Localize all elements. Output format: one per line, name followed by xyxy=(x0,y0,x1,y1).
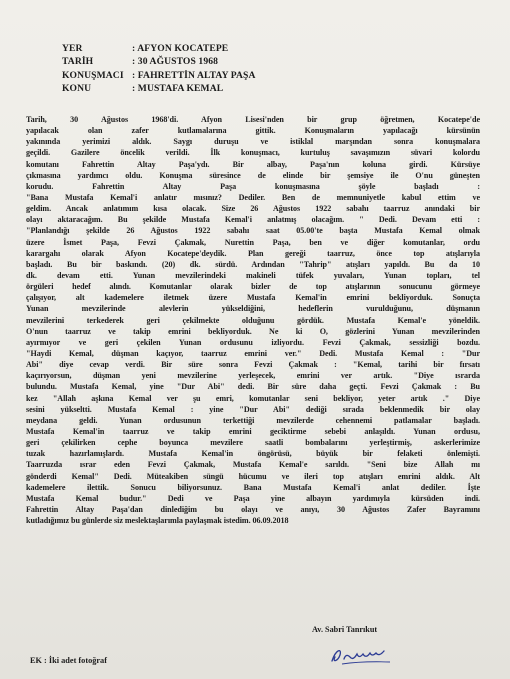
yer-label: YER xyxy=(62,43,83,54)
header-row-konu xyxy=(62,82,255,95)
body-line: yakınında yerimizi aldık. Saygı duruşu ve istiklal marşından sonra konuşmalara xyxy=(26,137,480,147)
konu-value: : MUSTAFA KEMAL xyxy=(132,82,224,94)
body-line: korudu. Fahrettin Altay Paşa konuşmasına şöyle başladı : xyxy=(26,181,480,191)
body-line: kademelere ilettik. Sonucu biliyorsunuz. Bana Mustafa Kemal'i anlat dediler. İşte xyxy=(26,482,480,492)
body-line: Abi" diye cevap verdi. Bir süre sonra Fevzi Çakmak : "Kemal, tarihi bir fırsatı xyxy=(26,360,480,370)
body-line: Taarruzda ısrar eden Fevzi Çakmak, Mustafa Kemal'e sarıldı. "Seni bize Allah mı xyxy=(26,460,480,470)
tarih-label: TARİH xyxy=(62,56,94,68)
body-line: bulundu. Mustafa Kemal, yine "Dur Abi" dedi. Bir süre daha geçti. Fevzi Çakmak : Bu xyxy=(26,382,480,392)
body-line: olayı aktaracağım. Bu şekilde Mustafa Kemal'i anlatmış olacağım. " Dedi. Devam etti : xyxy=(26,215,480,225)
body-line: gönderdi Kemal" Dedi. Müteakiben süngü hücumu ve ileri top atışları emrini aldık. Alt xyxy=(26,471,480,481)
body-line: Mustafa Kemal'in taarruz ve takip emrini geciktirme sebebi anlaşıldı. Yunan ordusu, xyxy=(26,426,480,436)
body-line: geldim. Ancak anlatımım kısa olacak. Size 26 Ağustos 1922 sabahı taarruz anındaki bir xyxy=(26,204,480,214)
body-line: üzere İsmet Paşa, Fevzi Çakmak, Nurettin Paşa, ben ve diğer komutanlar, ordu xyxy=(26,237,480,247)
body-line: karargahı olarak Afyon Kocatepe'deydik. Plan gereği taarruz, önce top atışlarıyla xyxy=(26,248,480,258)
body-line: "Planlandığı şekilde 26 Ağustos 1922 sabahı saat 05.00'te başta Mustafa Kemal olmak xyxy=(26,226,480,236)
body-line: dk. devam etti. Yunan mevzilerindeki makineli tüfek yuvaları, Yunan topları, tel xyxy=(26,270,480,280)
konusmaci-label: KONUŞMACI xyxy=(62,69,124,81)
body-line: tuzak hazırlamışlardı. Mustafa Kemal'in öngörüsü, büyük bir felaketi önlemişti. xyxy=(26,449,480,459)
body-line: geçildi. Gazilere öncelik verildi. İlk konuşmacı, kurtuluş savaşımızın süvari kolordu xyxy=(26,148,480,158)
body-line: sesini yükseltti. Mustafa Kemal : yine "Dur Abi" dediği sırada beklenmedik bir olay xyxy=(26,404,480,414)
body-line: "Bana Mustafa Kemal'i anlatır mısınız? Dediler. Ben de memnuniyetle kabul ettim ve xyxy=(26,192,480,202)
attachment-note: EK : İki adet fotoğraf xyxy=(30,656,107,665)
body-line: komutanı Fahrettin Altay Paşa'ydı. Bir albay, Paşa'nın koluna girdi. Kürsüye xyxy=(26,159,480,169)
konu-label: KONU xyxy=(62,82,92,94)
body-line: ayırmıyor ve geri çekilen Yunan ordusunu izliyordu. Fevzi Çakmak, sessizliği bozdu. xyxy=(26,337,480,347)
header-row-konusmaci xyxy=(62,69,255,82)
konusmaci-value: : FAHRETTİN ALTAY PAŞA xyxy=(132,69,256,81)
yer-value: : AFYON KOCATEPE xyxy=(132,43,229,54)
body-line: Fahrettin Altay Paşa'dan dinlediğim bu olayı ve anıyı, 30 Ağustos Zafer Bayramını xyxy=(26,504,480,514)
body-line: Yunan mevzilerinde alevlerin yükseldiğini, hedeflerin vurulduğunu, düşmanın xyxy=(26,304,480,314)
body-line: geri çekilirken cephe boyunca mevzilere saatli bombalarını yerleştirmiş, askerlerimize xyxy=(26,438,480,448)
tarih-value: : 30 AĞUSTOS 1968 xyxy=(132,56,219,68)
body-line: meydana geldi. Yunan ordusunun terkettiği mevzilerde cehennemi patlamalar başladı. xyxy=(26,415,480,425)
handwritten-signature xyxy=(328,645,398,670)
body-line: başladı. Bu bir baskındı. (20) dk. sürdü. Ardından "Tahrip" atışları yapıldı. Bu da 10 xyxy=(26,259,480,269)
body-line: çıkmasına yardımcı oldu. Konuşma süresince de elinde bir şemsiye ile O'nu güneşten xyxy=(26,170,480,180)
body-line: kez "Allah aşkına Kemal ver şu emri, komutanlar seni bekliyor, yeter artık ." Diye xyxy=(26,393,480,403)
body-line: O'nun taarruz ve takip emrini bekliyorduk. Ne ki O, gözlerini Yunan mevzilerinden xyxy=(26,326,480,336)
body-line: "Haydi Kemal, düşman kaçıyor, taarruz emrini ver." Dedi. Mustafa Kemal : "Dur xyxy=(26,348,480,358)
body-line: mevzilerini terkederek geri çekilmekte olduğunu gördük. Mustafa Kemal'e yöneldik. xyxy=(26,315,480,325)
body-line: Mustafa Kemal budur." Dedi ve Paşa yine albayın yardımıyla kürsüden indi. xyxy=(26,493,480,503)
body-line: Tarih, 30 Ağustos 1968'di. Afyon Lisesi'nden bir grup öğretmen, Kocatepe'de xyxy=(26,115,480,124)
body-line: kaçırıyorsun, düşman yeni mevzilerine yerleşecek, emrini ver artık. "Diye ısrarda xyxy=(26,371,480,381)
body-line: örgüleri hedef alındı. Komutanlar olarak bizler de top atışlarının sonucunu görmeye xyxy=(26,282,480,292)
body-line: çalışıyor, alt kademelere iletmek üzere Mustafa Kemal'in emrini bekliyorduk. Sonuçta xyxy=(26,293,480,303)
body-line: kutladığımız bu günlerde siz meslektaşlarımla paylaşmak istedim. 06.09.2018 xyxy=(26,516,289,526)
document-header xyxy=(62,42,255,95)
body-text xyxy=(26,114,480,526)
header-row-tarih xyxy=(62,55,255,68)
body-line: yapılacak olan zafer kutlamalarına gittik. Konuşmaların yapılacağı kürsünün xyxy=(26,126,480,136)
header-row-yer xyxy=(62,42,255,55)
author-name: Av. Sabri Tanrıkut xyxy=(312,625,378,634)
